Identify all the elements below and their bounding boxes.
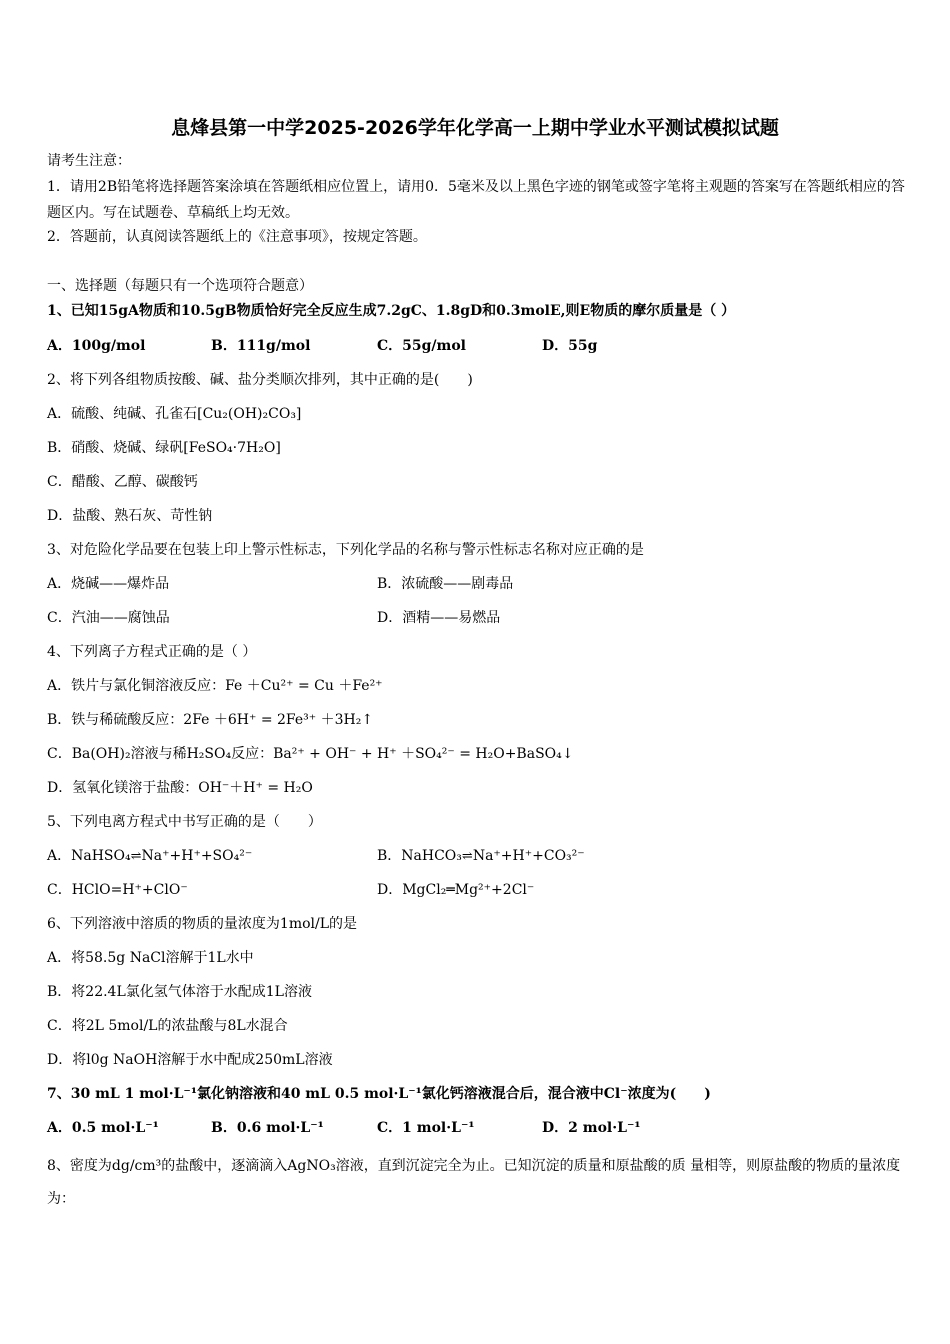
- q5-options-row-1: [47, 846, 907, 867]
- q5-option-d: D．MgCl₂═Mg²⁺+2Cl⁻: [377, 882, 535, 898]
- q5-option-b: B．NaHCO₃⇌Na⁺+H⁺+CO₃²⁻: [377, 848, 585, 864]
- q2-option-d: D．盐酸、熟石灰、苛性钠: [47, 508, 213, 524]
- question-1-stem: 1、已知15gA物质和10.5gB物质恰好完全反应生成7.2gC、1.8gD和0.3molE,则E物质的摩尔质量是（ ）: [47, 303, 736, 319]
- q1-option-d: D．55g: [542, 338, 598, 354]
- page-title: 息烽县第一中学2025-2026学年化学高一上期中学业水平测试模拟试题: [171, 117, 779, 139]
- q2-option-b: B．硝酸、烧碱、绿矾[FeSO₄·7H₂O]: [47, 440, 281, 456]
- question-7-options: [47, 1118, 907, 1138]
- q7-option-b: B．0.6 mol·L⁻¹: [211, 1120, 324, 1136]
- q5-option-a: A．NaHSO₄⇌Na⁺+H⁺+SO₄²⁻: [47, 848, 253, 864]
- q7-option-a: A．0.5 mol·L⁻¹: [47, 1120, 159, 1136]
- question-6-stem: 6、下列溶液中溶质的物质的量浓度为1mol/L的是: [47, 916, 358, 932]
- q3-option-c: C．汽油——腐蚀品: [47, 610, 170, 626]
- q2-option-a: A．硫酸、纯碱、孔雀石[Cu₂(OH)₂CO₃]: [47, 406, 302, 422]
- q3-option-b: B．浓硫酸——剧毒品: [377, 576, 514, 592]
- notice-item-2: 2．答题前，认真阅读答题纸上的《注意事项》，按规定答题。: [47, 229, 427, 245]
- q4-option-b: B．铁与稀硫酸反应：2Fe ＋6H⁺ = 2Fe³⁺ ＋3H₂↑: [47, 712, 374, 728]
- q3-option-d: D．酒精——易燃品: [377, 610, 501, 626]
- q6-option-c: C．将2L 5mol/L的浓盐酸与8L水混合: [47, 1018, 288, 1034]
- q3-options-row-2: [47, 608, 907, 628]
- notice-heading: 请考生注意：: [47, 153, 131, 169]
- question-8-stem: 8、密度为dg/cm³的盐酸中，逐滴滴入AgNO₃溶液，直到沉淀完全为止。已知沉淀的质量和原盐酸的质 量相等，则原盐酸的物质的量浓度为：: [47, 1158, 901, 1207]
- q6-option-d: D．将l0g NaOH溶解于水中配成250mL溶液: [47, 1052, 333, 1068]
- question-5-stem: 5、下列电离方程式中书写正确的是（ ）: [47, 814, 322, 830]
- q6-option-b: B．将22.4L氯化氢气体溶于水配成1L溶液: [47, 984, 312, 1000]
- q1-option-a: A．100g/mol: [47, 338, 146, 354]
- q4-option-d: D．氢氧化镁溶于盐酸：OH⁻＋H⁺ = H₂O: [47, 780, 313, 796]
- question-2-stem: 2、将下列各组物质按酸、碱、盐分类顺次排列，其中正确的是( ): [47, 372, 473, 388]
- q4-option-a: A．铁片与氯化铜溶液反应：Fe ＋Cu²⁺ = Cu ＋Fe²⁺: [47, 678, 383, 694]
- reversible-arrow-icon: ⇌: [130, 849, 142, 864]
- q7-option-c: C．1 mol·L⁻¹: [377, 1120, 475, 1136]
- q3-options-row-1: [47, 574, 907, 594]
- q3-option-a: A．烧碱——爆炸品: [47, 576, 170, 592]
- q5-option-c: C．HClO=H⁺+ClO⁻: [47, 882, 188, 898]
- q2-option-c: C．醋酸、乙醇、碳酸钙: [47, 474, 198, 490]
- q5-options-row-2: [47, 880, 907, 900]
- question-1-options: [47, 336, 907, 356]
- q1-option-c: C．55g/mol: [377, 338, 466, 354]
- q1-option-b: B．111g/mol: [211, 338, 311, 354]
- notice-item-1: 1．请用2B铅笔将选择题答案涂填在答题纸相应位置上，请用0．5毫米及以上黑色字迹的钢笔或签字笔将主观题的答案写在答题纸相应的答题区内。写在试题卷、草稿纸上均无效。: [47, 179, 905, 221]
- q7-option-d: D．2 mol·L⁻¹: [542, 1120, 641, 1136]
- q4-option-c: C．Ba(OH)₂溶液与稀H₂SO₄反应：Ba²⁺ + OH⁻ + H⁺ ＋SO₄²⁻ = H₂O+BaSO₄↓: [47, 746, 574, 762]
- question-3-stem: 3、对危险化学品要在包装上印上警示性标志，下列化学品的名称与警示性标志名称对应正确的是: [47, 542, 644, 558]
- q6-option-a: A．将58.5g NaCl溶解于1L水中: [47, 950, 254, 966]
- question-4-stem: 4、下列离子方程式正确的是（ ）: [47, 644, 257, 660]
- question-7-stem: 7、30 mL 1 mol·L⁻¹氯化钠溶液和40 mL 0.5 mol·L⁻¹氯化钙溶液混合后，混合液中Cl⁻浓度为( ): [47, 1086, 711, 1102]
- reversible-arrow-icon: ⇌: [461, 849, 473, 864]
- section-heading: 一、选择题（每题只有一个选项符合题意）: [47, 278, 313, 294]
